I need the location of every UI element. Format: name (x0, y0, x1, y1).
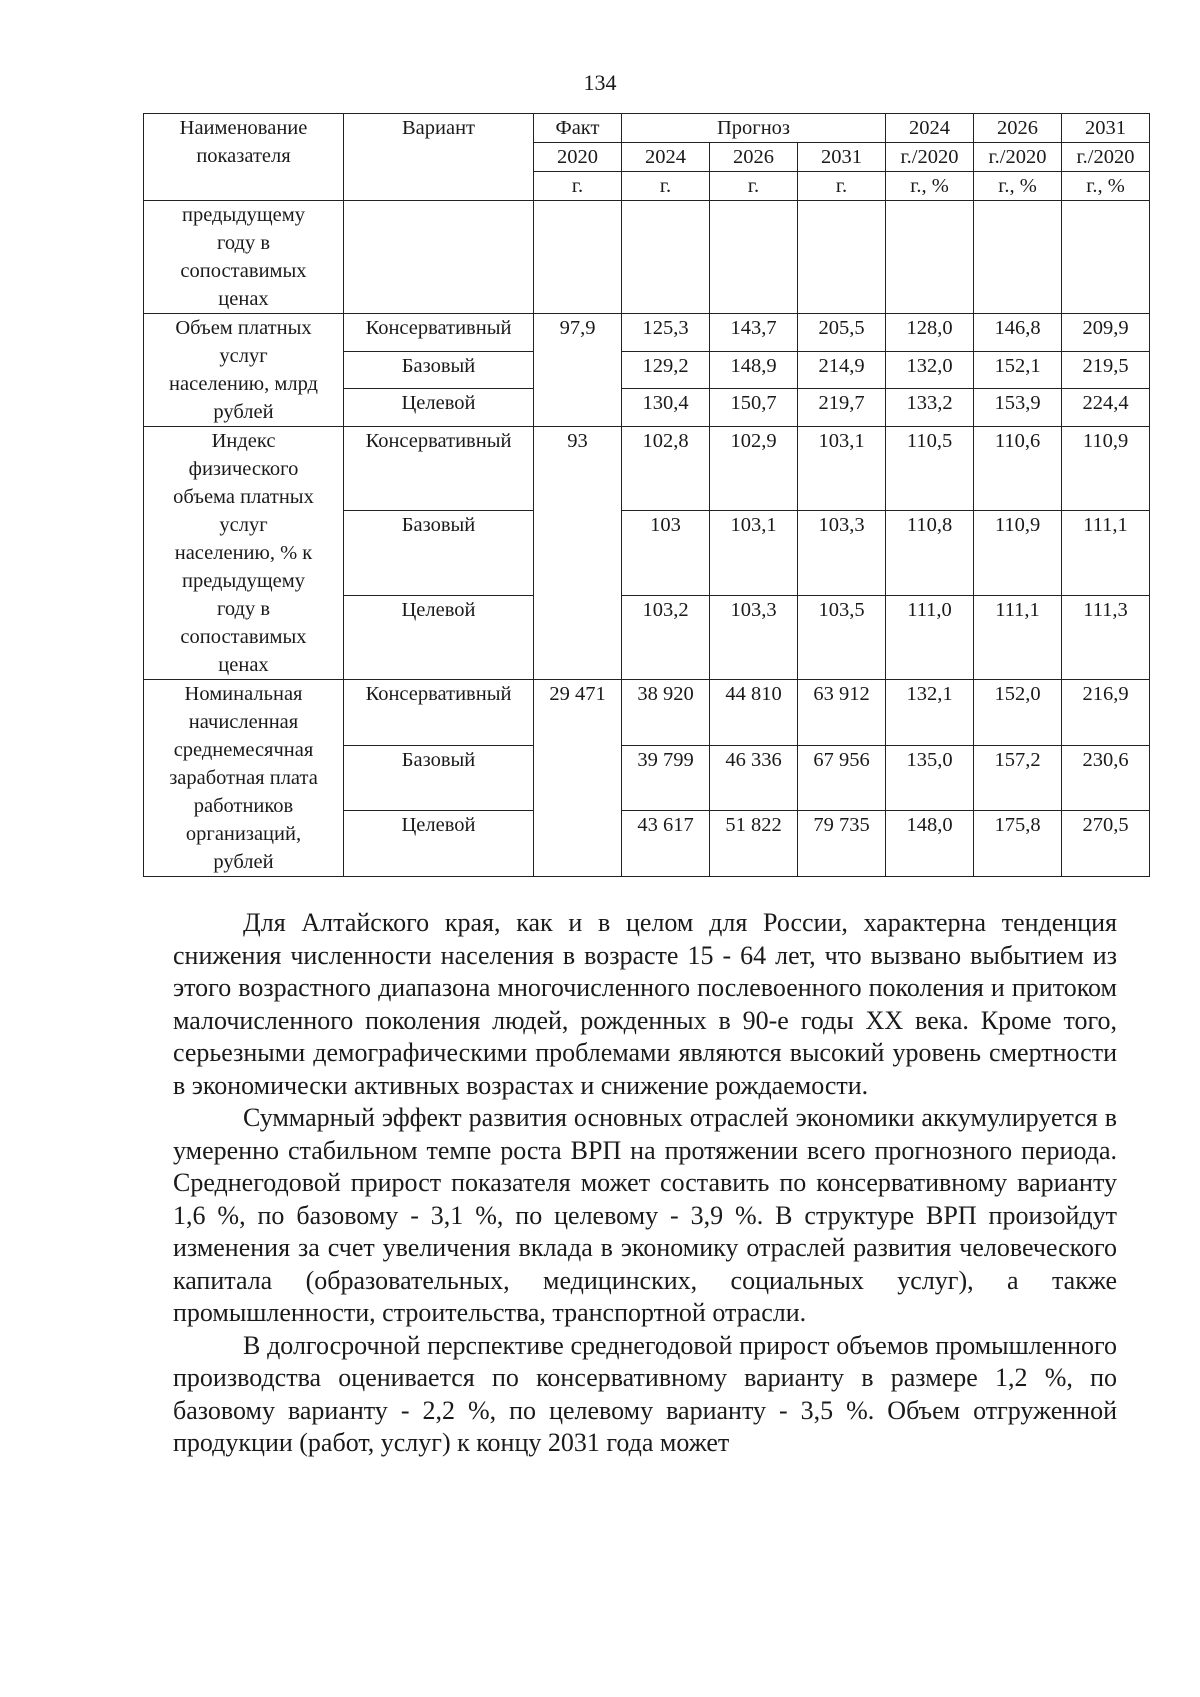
value-cell-r2031: 111,1 (1062, 511, 1150, 595)
value-cell-r2024: 110,5 (886, 427, 974, 511)
value-cell-r2031: 230,6 (1062, 745, 1150, 811)
variant-cell: Целевой (344, 595, 534, 679)
empty-cell (798, 201, 886, 314)
value-cell-v2024: 129,2 (622, 351, 710, 389)
header-forecast-2031: 2031 (798, 143, 886, 172)
indicator-name-line: начисленная (188, 711, 299, 733)
table-row (144, 427, 1150, 511)
header-ratio-2031-end: г., % (1062, 172, 1150, 201)
indicator-name-line: году в (216, 598, 271, 620)
value-cell-r2031: 110,9 (1062, 427, 1150, 511)
value-cell-r2031: 270,5 (1062, 811, 1150, 877)
value-cell-r2026: 152,0 (974, 680, 1062, 746)
header-row-1 (144, 114, 1150, 143)
value-cell-v2031: 205,5 (798, 314, 886, 352)
value-cell-r2026: 110,9 (974, 511, 1062, 595)
value-cell-r2026: 111,1 (974, 595, 1062, 679)
indicator-name-cell (144, 314, 344, 427)
value-cell-v2026: 143,7 (710, 314, 798, 352)
value-cell-r2026: 152,1 (974, 351, 1062, 389)
value-cell-r2024: 133,2 (886, 389, 974, 427)
header-variant-cell (344, 114, 534, 201)
variant-cell: Базовый (344, 511, 534, 595)
value-cell-r2024: 128,0 (886, 314, 974, 352)
header-ratio-2024-end: г., % (886, 172, 974, 201)
header-forecast-2031-suffix: г. (798, 172, 886, 201)
page-number: 134 (583, 70, 617, 95)
header-ratio-2024-year: 2024 (886, 114, 974, 143)
indicator-name-cell (144, 427, 344, 680)
value-cell-v2026: 46 336 (710, 745, 798, 811)
fact-value-cell: 29 471 (534, 680, 622, 877)
empty-cell (534, 201, 622, 314)
value-cell-v2031: 79 735 (798, 811, 886, 877)
value-cell-v2031: 103,5 (798, 595, 886, 679)
variant-cell: Консервативный (344, 314, 534, 352)
value-cell-v2031: 219,7 (798, 389, 886, 427)
value-cell-v2026: 150,7 (710, 389, 798, 427)
header-forecast-2024: 2024 (622, 143, 710, 172)
value-cell-r2031: 111,3 (1062, 595, 1150, 679)
header-fact-year: 2020 (534, 143, 622, 172)
indicator-name-line: работников (193, 795, 294, 817)
value-cell-r2024: 148,0 (886, 811, 974, 877)
variant-cell: Консервативный (344, 680, 534, 746)
header-ratio-2031-mid: г./2020 (1062, 143, 1150, 172)
value-cell-v2026: 103,3 (710, 595, 798, 679)
header-name-cell (144, 114, 344, 201)
value-cell-v2026: 103,1 (710, 511, 798, 595)
indicator-name-line: услуг (219, 514, 268, 536)
value-cell-v2024: 130,4 (622, 389, 710, 427)
value-cell-r2024: 132,1 (886, 680, 974, 746)
fact-value-cell: 97,9 (534, 314, 622, 427)
header-variant: Вариант (401, 117, 476, 139)
value-cell-v2026: 44 810 (710, 680, 798, 746)
header-ratio-2024-mid: г./2020 (886, 143, 974, 172)
continuation-line: сопоставимых (180, 260, 307, 282)
value-cell-v2024: 125,3 (622, 314, 710, 352)
paragraph: В долгосрочной перспективе среднегодовой прирост объемов промышленного производства оценивается по консервативному варианту в размере 1,2 %, по базовому варианту - 2,2 %, по целевому варианту - 3,5 %. Объем отгруженной продукции (работ, услуг) к концу 2031 года может (173, 1330, 1117, 1457)
value-cell-v2031: 63 912 (798, 680, 886, 746)
header-ratio-2026-mid: г./2020 (974, 143, 1062, 172)
indicator-name-cell (144, 680, 344, 877)
value-cell-v2031: 214,9 (798, 351, 886, 389)
continuation-line: ценах (218, 288, 269, 310)
value-cell-r2026: 153,9 (974, 389, 1062, 427)
variant-cell: Целевой (344, 389, 534, 427)
empty-cell (886, 201, 974, 314)
indicator-name-line: физического (188, 458, 299, 480)
empty-cell (1062, 201, 1150, 314)
variant-cell: Консервативный (344, 427, 534, 511)
continuation-row (144, 201, 1150, 314)
paragraph: Для Алтайского края, как и в целом для России, характерна тенденция снижения численности населения в возрасте 15 - 64 лет, что вызвано выбытием из этого возрастного диапазона многочисленного послевоенного поколения и притоком малочисленного поколения людей, рожденных в 90-е годы XX века. Кроме того, серьезными демографическими проблемами являются высокий уровень смертности в экономически активных возрастах и снижение рождаемости. (173, 908, 1117, 1100)
header-ratio-2026-end: г., % (974, 172, 1062, 201)
indicator-name-line: заработная плата (169, 767, 318, 789)
value-cell-v2026: 102,9 (710, 427, 798, 511)
value-cell-r2031: 216,9 (1062, 680, 1150, 746)
fact-value-cell: 93 (534, 427, 622, 680)
value-cell-v2024: 39 799 (622, 745, 710, 811)
indicator-name-line: услуг (219, 345, 268, 367)
empty-cell (622, 201, 710, 314)
header-name: Наименование показателя (179, 117, 308, 167)
value-cell-r2031: 209,9 (1062, 314, 1150, 352)
continuation-line: году в (216, 232, 271, 254)
value-cell-r2026: 146,8 (974, 314, 1062, 352)
header-forecast-2026: 2026 (710, 143, 798, 172)
value-cell-v2031: 103,1 (798, 427, 886, 511)
indicator-name-line: Индекс (211, 430, 276, 452)
indicator-name-line: рублей (213, 401, 274, 423)
value-cell-v2024: 103 (622, 511, 710, 595)
value-cell-v2024: 43 617 (622, 811, 710, 877)
continuation-line: предыдущему (181, 204, 306, 226)
variant-cell: Целевой (344, 811, 534, 877)
forecast-table (143, 113, 1150, 877)
body-text (173, 907, 1117, 1460)
value-cell-r2024: 135,0 (886, 745, 974, 811)
value-cell-r2031: 224,4 (1062, 389, 1150, 427)
value-cell-v2026: 148,9 (710, 351, 798, 389)
header-ratio-2031-year: 2031 (1062, 114, 1150, 143)
value-cell-r2024: 110,8 (886, 511, 974, 595)
header-forecast-2026-suffix: г. (710, 172, 798, 201)
empty-cell (974, 201, 1062, 314)
variant-cell: Базовый (344, 351, 534, 389)
indicator-name-line: сопоставимых (180, 626, 307, 648)
table-row (144, 314, 1150, 352)
indicator-name-line: организаций, (185, 823, 302, 845)
indicator-name-line: Номинальная (184, 683, 303, 705)
indicator-name-line: предыдущему (181, 570, 306, 592)
indicator-name-line: объема платных (173, 486, 314, 508)
indicator-name-line: Объем платных (175, 317, 312, 339)
value-cell-r2024: 132,0 (886, 351, 974, 389)
indicator-name-line: населению, % к (174, 542, 313, 564)
value-cell-r2026: 157,2 (974, 745, 1062, 811)
paragraph: Суммарный эффект развития основных отраслей экономики аккумулируется в умеренно стабильном темпе роста ВРП на протяжении всего прогнозного периода. Среднегодовой прирост показателя может составить по консервативному варианту 1,6 %, по базовому - 3,1 %, по целевому - 3,9 %. В структуре ВРП произойдут изменения за счет увеличения вклада в экономику отраслей развития человеческого капитала (образовательных, медицинских, социальных услуг), а также промышленности, строительства, транспортной отрасли. (173, 1103, 1117, 1327)
value-cell-v2026: 51 822 (710, 811, 798, 877)
value-cell-v2024: 103,2 (622, 595, 710, 679)
value-cell-v2024: 38 920 (622, 680, 710, 746)
indicator-name-line: населению, млрд (169, 373, 318, 395)
variant-cell: Базовый (344, 745, 534, 811)
value-cell-r2024: 111,0 (886, 595, 974, 679)
empty-cell (344, 201, 534, 314)
header-ratio-2026-year: 2026 (974, 114, 1062, 143)
value-cell-r2026: 110,6 (974, 427, 1062, 511)
header-forecast: Прогноз (622, 114, 886, 143)
value-cell-r2031: 219,5 (1062, 351, 1150, 389)
value-cell-v2031: 103,3 (798, 511, 886, 595)
empty-cell (710, 201, 798, 314)
table-row (144, 680, 1150, 746)
value-cell-r2026: 175,8 (974, 811, 1062, 877)
continuation-name-cell (144, 201, 344, 314)
header-fact: Факт (534, 114, 622, 143)
header-fact-suffix: г. (534, 172, 622, 201)
indicator-name-line: среднемесячная (173, 739, 314, 761)
indicator-name-line: ценах (218, 654, 269, 676)
indicator-name-line: рублей (213, 851, 274, 873)
value-cell-v2031: 67 956 (798, 745, 886, 811)
header-forecast-2024-suffix: г. (622, 172, 710, 201)
value-cell-v2024: 102,8 (622, 427, 710, 511)
